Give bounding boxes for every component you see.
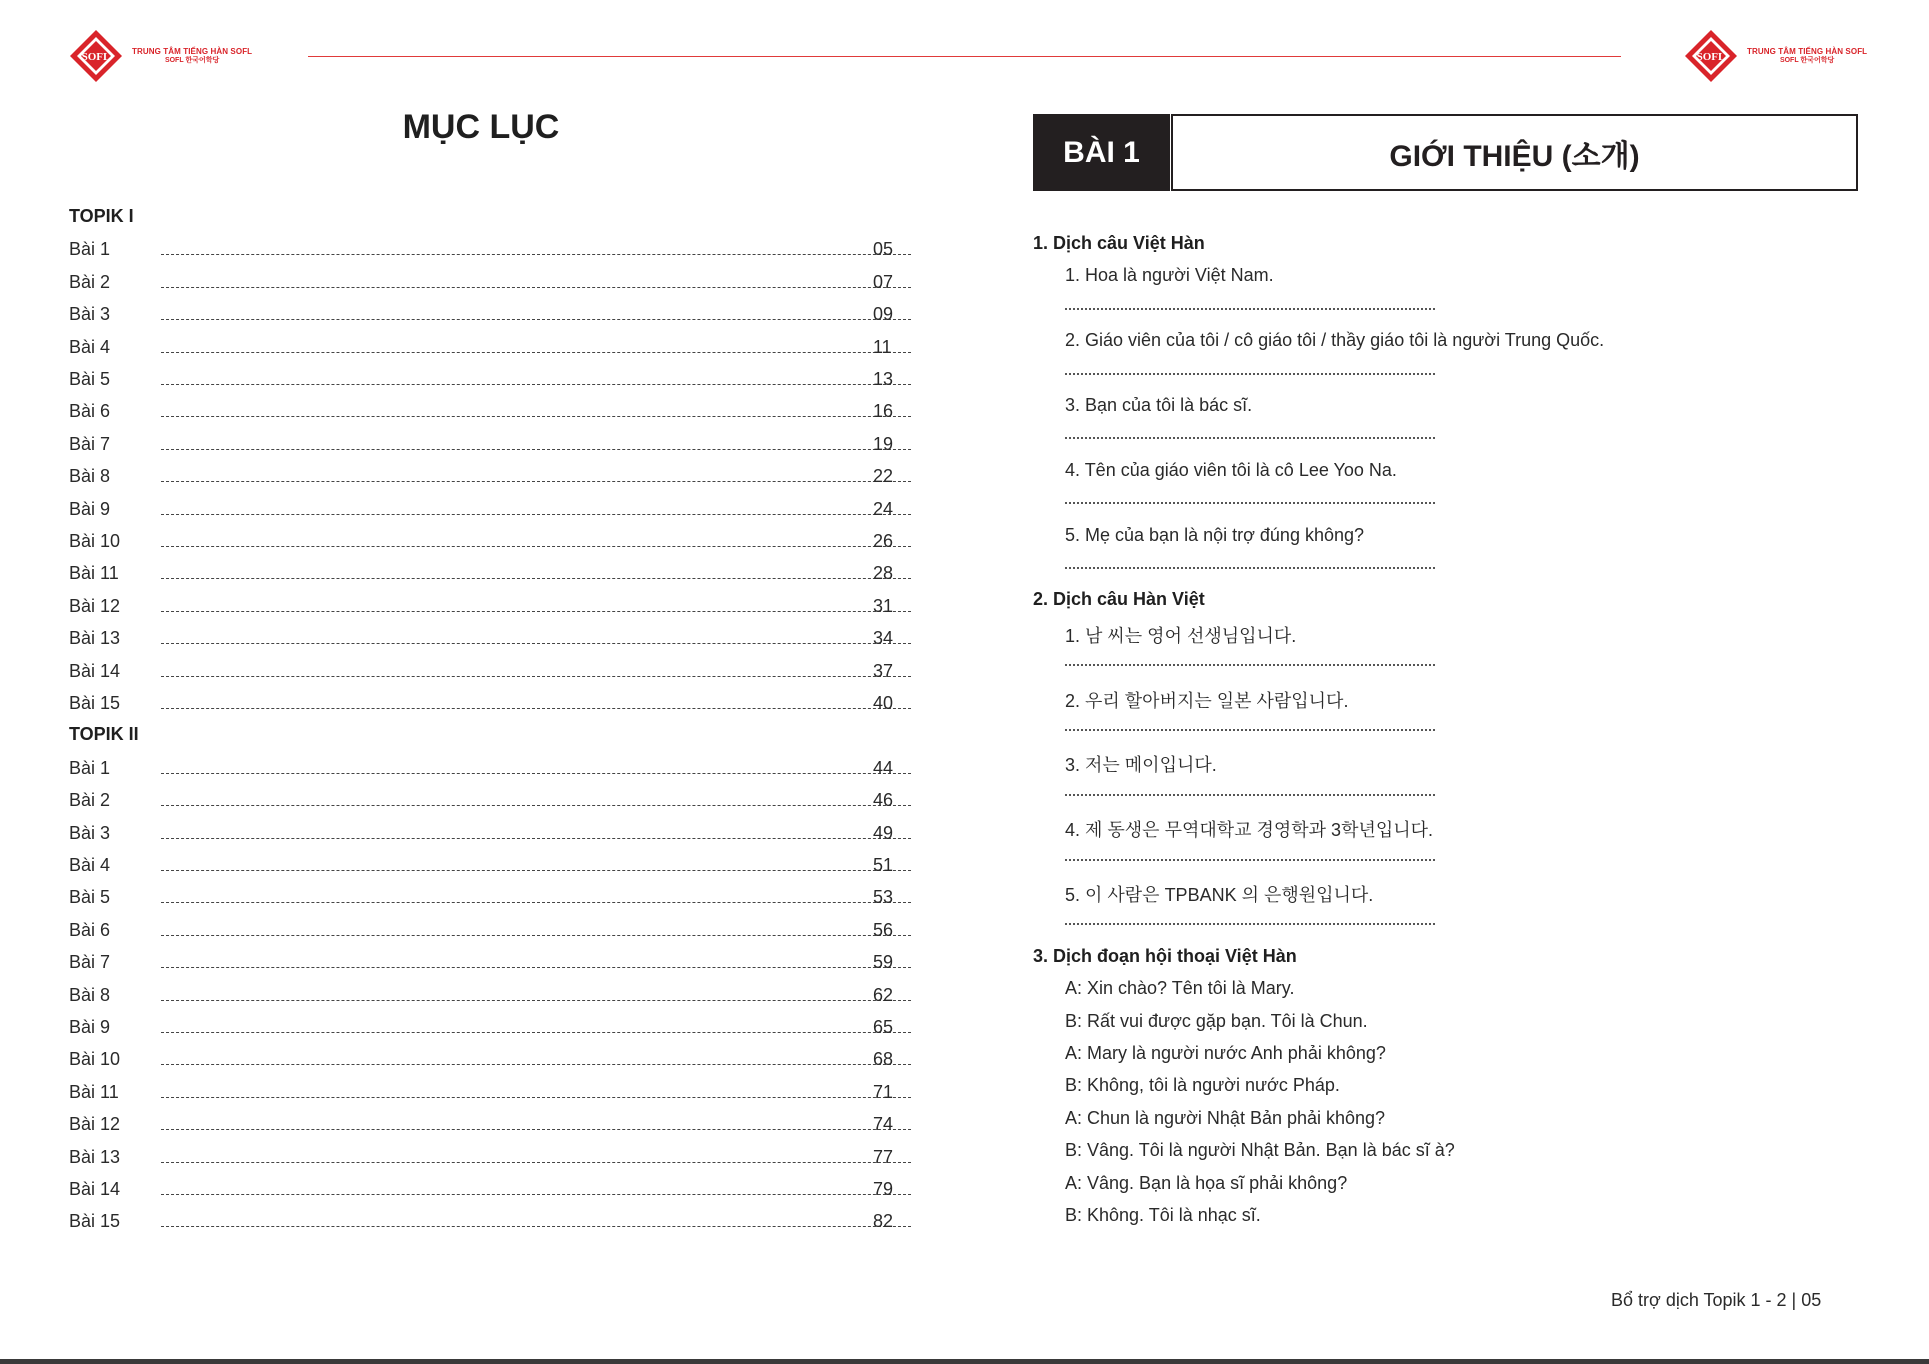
exercise-question: 5. 이 사람은 TPBANK 의 은행원입니다. — [1065, 885, 1374, 905]
sofl-logo-right — [1683, 28, 1867, 84]
toc-entry-page-number: 46 — [873, 790, 894, 811]
toc-entry[interactable] — [69, 1175, 897, 1207]
toc-entry-page-number: 77 — [873, 1146, 894, 1167]
toc-entry[interactable] — [69, 657, 897, 689]
answer-blank-line[interactable] — [1065, 859, 1435, 861]
toc-entry[interactable] — [69, 819, 897, 851]
toc-entry-page-number: 71 — [873, 1081, 894, 1102]
dot-leader — [161, 416, 911, 417]
sofl-diamond-icon — [68, 28, 124, 84]
toc-entry-label: Bài 12 — [69, 1114, 121, 1135]
toc-entry-label: Bài 8 — [69, 466, 111, 487]
toc-entry-page-number: 82 — [873, 1211, 894, 1232]
toc-entry-label: Bài 7 — [69, 952, 111, 973]
dot-leader — [161, 676, 911, 677]
dot-leader — [161, 352, 911, 353]
toc-entry-label: Bài 11 — [69, 1081, 119, 1102]
toc-entry-label: Bài 13 — [69, 1146, 121, 1167]
lesson-title: GIỚI THIỆU (소개) — [1171, 114, 1858, 191]
toc-entry[interactable] — [69, 1207, 897, 1239]
dialogue-line: B: Rất vui được gặp bạn. Tôi là Chun. — [1065, 1010, 1368, 1031]
header-divider — [308, 56, 1621, 57]
toc-entry-label: Bài 2 — [69, 271, 111, 292]
dialogue-line: B: Không, tôi là người nước Pháp. — [1065, 1075, 1340, 1096]
page-bottom-border — [0, 1359, 1929, 1364]
toc-entry-label: Bài 14 — [69, 1179, 121, 1199]
toc-entry-page-number: 13 — [873, 369, 894, 389]
toc-entry[interactable] — [69, 1110, 897, 1142]
toc-entry-page-number: 09 — [873, 304, 894, 325]
sofl-diamond-icon — [1683, 28, 1739, 84]
exercise-question: 1. Hoa là người Việt Nam. — [1065, 265, 1274, 286]
dot-leader — [161, 1162, 911, 1163]
dot-leader — [161, 611, 911, 612]
toc-entry[interactable] — [69, 430, 897, 462]
toc-entry-page-number: 28 — [873, 563, 894, 584]
dialogue-line: A: Chun là người Nhật Bản phải không? — [1065, 1107, 1386, 1128]
toc-entry-label: Bài 5 — [69, 887, 111, 908]
toc-entry-page-number: 79 — [873, 1179, 894, 1199]
dialogue-line: A: Vâng. Bạn là họa sĩ phải không? — [1065, 1172, 1348, 1193]
toc-entry[interactable] — [69, 948, 897, 980]
dot-leader — [161, 902, 911, 903]
toc-entry-label: Bài 11 — [69, 563, 119, 584]
toc-entry-page-number: 74 — [873, 1114, 894, 1135]
toc-entry[interactable] — [69, 592, 897, 624]
toc-entry-label: Bài 15 — [69, 1211, 121, 1232]
toc-entry-label: Bài 7 — [69, 433, 111, 454]
lesson-number-label: BÀI 1 — [1033, 114, 1170, 191]
dot-leader — [161, 254, 911, 255]
exercise-question: 4. Tên của giáo viên tôi là cô Lee Yoo Na. — [1065, 459, 1397, 480]
sofl-logo-left — [68, 28, 252, 84]
exercise-question: 1. 남 씨는 영어 선생님입니다. — [1065, 625, 1297, 646]
toc-entry-label: Bài 9 — [69, 498, 111, 519]
toc-entry-page-number: 11 — [873, 336, 892, 357]
dot-leader — [161, 1064, 911, 1065]
toc-entry-page-number: 56 — [873, 919, 894, 940]
toc-entry-page-number: 62 — [873, 984, 894, 1005]
toc-entry[interactable] — [69, 851, 897, 883]
toc-entry-label: Bài 12 — [69, 595, 121, 616]
answer-blank-line[interactable] — [1065, 794, 1435, 796]
exercise-question: 4. 제 동생은 무역대학교 경영학과 3학년입니다. — [1065, 820, 1434, 841]
dot-leader — [161, 319, 911, 320]
dot-leader — [161, 643, 911, 644]
toc-entry[interactable] — [69, 754, 897, 786]
toc-entry-label: Bài 8 — [69, 984, 111, 1005]
toc-title: MỤC LỤC — [402, 108, 560, 146]
toc-entry-page-number: 40 — [873, 693, 894, 713]
toc-entry-label: Bài 13 — [69, 628, 121, 649]
lesson-header — [1033, 114, 1857, 191]
answer-blank-line[interactable] — [1065, 567, 1435, 569]
toc-entry-label: Bài 3 — [69, 304, 111, 325]
dot-leader — [161, 773, 911, 774]
toc-entry[interactable] — [69, 300, 897, 332]
section-heading: 2. Dịch câu Hàn Việt — [1033, 589, 1205, 610]
dialogue-line: A: Mary là người nước Anh phải không? — [1065, 1043, 1386, 1063]
toc-entry-page-number: 51 — [873, 855, 894, 875]
toc-entry-page-number: 59 — [873, 952, 894, 973]
toc-entry-label: Bài 10 — [69, 531, 121, 551]
toc-entry-page-number: 37 — [873, 660, 894, 681]
answer-blank-line[interactable] — [1065, 664, 1435, 666]
brand-name: TRUNG TÂM TIẾNG HÀN SOFL — [1747, 46, 1868, 56]
dot-leader — [161, 546, 911, 547]
dialogue-line: B: Không. Tôi là nhạc sĩ. — [1065, 1205, 1261, 1225]
toc-entry-page-number: 22 — [873, 466, 894, 487]
exercise-question: 2. 우리 할아버지는 일본 사람입니다. — [1065, 690, 1349, 711]
toc-entry[interactable] — [69, 1013, 897, 1045]
answer-blank-line[interactable] — [1065, 373, 1435, 375]
toc-entry-page-number: 68 — [873, 1049, 894, 1070]
dot-leader — [161, 1032, 911, 1033]
dot-leader — [161, 514, 911, 515]
exercise-question: 3. Bạn của tôi là bác sĩ. — [1065, 395, 1253, 415]
toc-entry-label: Bài 6 — [69, 919, 111, 940]
toc-entry-label: Bài 1 — [69, 757, 111, 778]
dot-leader — [161, 1194, 911, 1195]
toc-entry-label: Bài 5 — [69, 369, 111, 389]
page-footer: Bổ trợ dịch Topik 1 - 2 | 05 — [1611, 1290, 1822, 1310]
toc-entry-page-number: 31 — [873, 595, 894, 616]
toc-entry-page-number: 16 — [873, 401, 894, 422]
toc-entry[interactable] — [69, 981, 897, 1013]
dot-leader — [161, 1129, 911, 1130]
toc-entry-page-number: 49 — [873, 822, 894, 843]
brand-korean-name: SOFL 한국어학당 — [1779, 56, 1835, 64]
toc-entry[interactable] — [69, 462, 897, 494]
dot-leader — [161, 870, 911, 871]
dialogue-line: A: Xin chào? Tên tôi là Mary. — [1065, 978, 1295, 999]
dot-leader — [161, 449, 911, 450]
dot-leader — [161, 578, 911, 579]
brand-korean-name: SOFL 한국어학당 — [164, 56, 220, 64]
dot-leader — [161, 1000, 911, 1001]
toc-entry[interactable] — [69, 495, 897, 527]
toc-entry-label: Bài 10 — [69, 1049, 121, 1070]
brand-name: TRUNG TÂM TIẾNG HÀN SOFL — [132, 46, 253, 56]
toc-section-heading: TOPIK II — [69, 724, 139, 745]
toc-entry[interactable] — [69, 268, 897, 300]
toc-entry[interactable] — [69, 235, 897, 267]
toc-entry[interactable] — [69, 916, 897, 948]
dot-leader — [161, 1097, 911, 1098]
toc-entry[interactable] — [69, 527, 897, 559]
toc-entry-page-number: 24 — [873, 498, 894, 519]
toc-entry-page-number: 44 — [873, 757, 894, 778]
toc-entry-page-number: 26 — [873, 531, 894, 551]
toc-entry-label: Bài 15 — [69, 693, 121, 713]
section-heading: 1. Dịch câu Việt Hàn — [1033, 233, 1205, 253]
toc-entry-label: Bài 1 — [69, 239, 111, 260]
answer-blank-line[interactable] — [1065, 437, 1435, 439]
exercise-question: 3. 저는 메이입니다. — [1065, 755, 1217, 776]
exercise-question: 2. Giáo viên của tôi / cô giáo tôi / thầy giáo tôi là người Trung Quốc. — [1065, 330, 1605, 351]
toc-entry[interactable] — [69, 365, 897, 397]
dot-leader — [161, 384, 911, 385]
toc-entry-page-number: 19 — [873, 433, 894, 454]
toc-entry[interactable] — [69, 559, 897, 591]
toc-entry-label: Bài 6 — [69, 401, 111, 422]
answer-blank-line[interactable] — [1065, 923, 1435, 925]
toc-entry-page-number: 05 — [873, 239, 894, 260]
answer-blank-line[interactable] — [1065, 308, 1435, 310]
dot-leader — [161, 287, 911, 288]
toc-entry-page-number: 34 — [873, 628, 894, 649]
toc-entry[interactable] — [69, 624, 897, 656]
toc-entry[interactable] — [69, 333, 897, 365]
toc-entry[interactable] — [69, 1045, 897, 1077]
toc-entry[interactable] — [69, 397, 897, 429]
toc-entry[interactable] — [69, 883, 897, 915]
answer-blank-line[interactable] — [1065, 502, 1435, 504]
logo-mark-text: SOFL — [1696, 51, 1726, 63]
toc-entry-label: Bài 3 — [69, 822, 111, 843]
toc-entry-label: Bài 4 — [69, 336, 111, 357]
dot-leader — [161, 1226, 911, 1227]
toc-entry[interactable] — [69, 1078, 897, 1110]
answer-blank-line[interactable] — [1065, 729, 1435, 731]
toc-entry[interactable] — [69, 1143, 897, 1175]
toc-entry-label: Bài 9 — [69, 1017, 111, 1037]
toc-entry-label: Bài 4 — [69, 855, 111, 875]
section-heading: 3. Dịch đoạn hội thoại Việt Hàn — [1033, 945, 1297, 966]
dot-leader — [161, 481, 911, 482]
toc-entry[interactable] — [69, 689, 897, 721]
toc-entry[interactable] — [69, 786, 897, 818]
dot-leader — [161, 935, 911, 936]
dot-leader — [161, 838, 911, 839]
dialogue-line: B: Vâng. Tôi là người Nhật Bản. Bạn là bác sĩ à? — [1065, 1140, 1455, 1161]
logo-mark-text: SOFL — [81, 51, 111, 63]
toc-entry-label: Bài 2 — [69, 790, 111, 811]
dot-leader — [161, 805, 911, 806]
toc-section-heading: TOPIK I — [69, 206, 134, 226]
toc-entry-page-number: 65 — [873, 1017, 894, 1037]
toc-entry-label: Bài 14 — [69, 660, 121, 681]
exercise-question: 5. Mẹ của bạn là nội trợ đúng không? — [1065, 524, 1365, 545]
dot-leader — [161, 708, 911, 709]
dot-leader — [161, 967, 911, 968]
toc-entry-page-number: 07 — [873, 271, 894, 292]
toc-entry-page-number: 53 — [873, 887, 894, 908]
